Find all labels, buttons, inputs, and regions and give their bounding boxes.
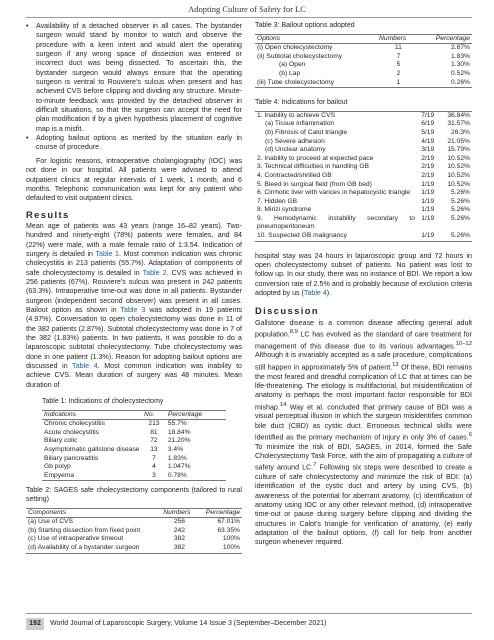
table-row [255, 70, 472, 79]
table-cell: 13 [150, 446, 158, 454]
table-cell: 36.84% [447, 111, 470, 119]
table-caption: Table 1: Indications of cholecystectomy [42, 398, 164, 406]
table-cell: 6. Cirrhotic liver with varices in hepatocystic triangle [257, 189, 411, 197]
table-row [26, 544, 242, 553]
table-link[interactable]: Table 4 [303, 289, 327, 298]
table-cell: 100% [222, 535, 240, 543]
table-cell: 3.4% [167, 446, 184, 454]
table-cell: 1/19 [421, 189, 435, 197]
table-row [255, 206, 472, 215]
bullet-text: Availability of a detached observer in all cases. The bystander surgeon would stand by monitor to watch and observe the procedure with a keen intent and would alert the operating surgeon if any wrong space of dissection was entered or incorrect duct was being dissected. To ascertain this, the bystander surgeon would always ensure that the operating surgeon is ventral to Rouviere’s sulcus when present and has achieved CVS before clipping and dividing any structure. Minute-to-minute feedback was provided by the detached observer in difficult situations, so that the surgeon can accept the need for plan modification if by a given hypothesis placement of cognitive map is a misfit. [36, 22, 242, 133]
table-cell: 26.3% [451, 128, 470, 136]
table-row [42, 429, 226, 438]
table-cell: 1/19 [421, 232, 435, 240]
table-cell: Biliary pancreatitis [44, 454, 99, 462]
table-cell: (iii) Tube cholecystectomy [257, 78, 334, 86]
table-cell: 213 [148, 420, 160, 428]
table-cell: 5/19 [421, 128, 435, 136]
table-cell: 7 [152, 454, 156, 462]
table-cell: (i) Open cholecystectomy [257, 44, 333, 52]
bullet-item [26, 22, 242, 134]
table-cell: 8. Mirizi syndrome [257, 206, 312, 214]
table-2 [26, 487, 242, 553]
table-row [255, 44, 472, 53]
section-heading-discussion: Discussion [255, 305, 320, 317]
table-row [255, 120, 472, 129]
paragraph: For logistic reasons, intraoperative cholangiography (IOC) was not done in our hospital. All patients were advised to attend outpatient clinics at regular intervals of 1 week, 1 month, and 6 months. Telephonic communication was kept for any patient who defaulted to visit outpatient clinics. [26, 156, 242, 203]
results-paragraph: Mean age of patients was 43 years (range 16–82 years). Two-hundred and ninety-eight (78%) patients were females, and 84 (22%) were male, with a male female ratio of 1:3.54. Indication of surgery is detailed in Table 1. Most common indication was chronic cholecystitis in 213 patients (55.7%). Adaptation of components of safe cholecystectomy is detailed in Table 2. CVS was achieved in 256 patients (67%). Rouviere’s sulcus was present in 242 patients (63.3%). Intraoperative time-out was done in all patients. Bystander surgeon (independent second observer) was present in all cases. Bailout option as shown in Table 3 was adopted in 19 patients (4.97%). Conversation to open cholecystectomy was done in 11 of the 382 patients (2.87%). Subtotal cholecystectomy was done in 7 of the 382 (1.83%) patients. In two patients, it was possible to do a laparoscopic subtotal cholecystectomy. Tube cholecystectomy was done in one patient (1.3%). Reason for adopting bailout options are discussed in Table 4. Most common indication was inability to achieve CVS. Mean duration of surgery was 48 minutes. Mean duration of [26, 221, 243, 389]
paragraph: hospital stay was 24 hours in laparoscopic group and 72 hours in open cholecystectomy subset of patients. No patient was lost to follow up. In our study, there was no instance of BDI. We report a low conversion rate of 2.5% and is probably because of exclusion criteria adopted by us (Table 4). [255, 251, 472, 298]
footer-rule [26, 613, 472, 614]
table-cell: 5.26% [451, 197, 470, 205]
table-2-grid [26, 508, 242, 554]
table-cell: 5 [396, 61, 401, 69]
table-row [42, 472, 226, 481]
table-cell: 10.52% [447, 180, 470, 188]
table-row [255, 189, 472, 198]
table-cell: 1.83% [167, 454, 187, 462]
table-header: Indications [44, 410, 76, 418]
bullet-item [26, 134, 242, 153]
table-1 [42, 398, 242, 481]
table-cell: 10.52% [447, 154, 470, 162]
table-row [26, 518, 242, 527]
table-row [255, 198, 472, 207]
table-cell: Gb polyp [44, 463, 71, 471]
table-cell: 11 [394, 44, 402, 52]
table-cell: 1/19 [421, 214, 435, 222]
right-column [255, 22, 472, 548]
table-cell: 1/19 [421, 206, 435, 214]
table-3-grid [255, 34, 472, 89]
table-cell: (a) Open [279, 61, 306, 69]
table-row [26, 527, 242, 536]
table-cell: 242 [173, 526, 185, 534]
table-cell: (b) Fibrosis of Calot triangle [265, 128, 348, 136]
table-header: Percentage [205, 508, 240, 516]
table-cell: 21.20% [167, 437, 191, 445]
table-row [255, 232, 472, 241]
table-cell: 0.78% [167, 471, 187, 479]
table-cell: 7. Hidden GB [257, 197, 298, 205]
table-cell: (a) Tissue inflammation [265, 120, 335, 128]
table-cell: (c) Use of intraoperative timeout [28, 535, 124, 543]
header-rule [26, 17, 472, 18]
table-cell: 0.26% [451, 78, 470, 86]
table-cell: (b) Starting dissection from fixed point [28, 526, 141, 534]
table-cell: 5.26% [451, 206, 470, 214]
table-cell: 10.52% [447, 163, 470, 171]
table-link[interactable]: Table 2 [142, 268, 167, 277]
table-row [255, 79, 472, 88]
table-cell: 7 [396, 52, 401, 60]
table-cell: (d) Availability of a bystander surgeon [28, 543, 140, 551]
table-cell: 2/19 [421, 154, 435, 162]
table-cell: (c) Severe adhesion [265, 137, 325, 145]
table-row [26, 535, 242, 544]
page-number: 192 [26, 618, 44, 630]
table-cell: 72 [150, 437, 158, 445]
table-cell: 0.52% [451, 69, 470, 77]
table-header: Percentage [167, 410, 203, 418]
bullet-icon: • [26, 22, 29, 30]
table-cell: 382 [173, 535, 185, 543]
table-row [42, 437, 226, 446]
table-header: Numbers [379, 34, 407, 42]
table-cell: 100% [222, 543, 240, 551]
table-cell: 3/19 [421, 146, 435, 154]
table-cell: 81 [150, 428, 158, 436]
table-cell: 5.26% [451, 232, 470, 240]
table-cell: Empyema [44, 471, 75, 479]
table-cell: 67.01% [217, 518, 240, 526]
running-header: Adopting Culture of Safety for LC [188, 4, 306, 14]
table-cell: 382 [173, 543, 185, 551]
table-cell: (a) Use of CVS [28, 518, 73, 526]
table-row [255, 53, 472, 62]
table-4 [255, 99, 472, 242]
table-cell: 9. Hemodynamic instability secondary to pneumoperitoneum [257, 214, 415, 231]
table-cell: (b) Lap [279, 69, 301, 77]
table-cell: Chronic cholecystitis [44, 420, 105, 428]
table-row [255, 181, 472, 190]
table-caption: Table 3: Bailout options adopted [255, 22, 355, 29]
table-cell: 5.26% [451, 214, 470, 222]
table-header: Percentage [435, 34, 470, 42]
table-1-grid [42, 410, 226, 482]
table-cell: (ii) Subtotal cholecystectomy [257, 52, 343, 60]
table-row [42, 446, 226, 455]
table-row [255, 172, 472, 181]
table-cell: 1/19 [421, 197, 435, 205]
table-link[interactable]: Table 1 [95, 249, 119, 258]
table-link[interactable]: Table 4 [72, 362, 98, 371]
table-cell: 1.047% [167, 463, 191, 471]
table-cell: 2/19 [421, 163, 435, 171]
table-cell: 10. Suspected GB malignancy [257, 232, 347, 240]
table-cell: 4 [152, 463, 156, 471]
table-cell: Acute cholecystitis [44, 428, 100, 436]
table-cell: 10.52% [447, 171, 470, 179]
table-cell: 18.84% [167, 428, 191, 436]
table-cell: 3. Technical difficulties in handling GB [257, 163, 370, 171]
table-header: Numbers [163, 508, 191, 516]
table-header: No. [144, 410, 155, 418]
bullet-text: Adopting bailout options as merited by the situation early in course of procedure. [36, 134, 242, 152]
table-cell: 5. Bleed in surgical field (from GB bed) [257, 180, 372, 188]
table-cell: (d) Unclear anatomy [265, 146, 326, 154]
table-cell: 7/19 [421, 111, 435, 119]
left-column [26, 22, 242, 554]
table-4-grid [255, 111, 472, 242]
journal-citation: World Journal of Laparoscopic Surgery, Volume 14 Issue 3 (September–December 2021) [50, 620, 327, 627]
table-cell: 1.83% [451, 52, 470, 60]
table-cell: 1. Inability to achieve CVS [257, 111, 336, 119]
table-caption: Table 2: SAGES safe cholecystectomy components (tailored to rural setting) [26, 487, 242, 503]
table-link[interactable]: Table 3 [120, 305, 146, 314]
table-cell: 6/19 [421, 120, 435, 128]
table-row [255, 138, 472, 147]
table-cell: 5.26% [451, 189, 470, 197]
table-cell: 1 [396, 78, 401, 86]
table-cell: 55.7% [167, 420, 187, 428]
table-header: Options [257, 34, 281, 42]
table-cell: Biliary colic [44, 437, 78, 445]
table-row [255, 129, 472, 138]
table-caption: Table 4: Indications for bailout [255, 99, 348, 107]
table-3 [255, 22, 472, 88]
table-cell: 31.57% [447, 120, 470, 128]
table-row [255, 155, 472, 164]
table-cell: 2. Inability to proceed at expected pace [257, 154, 374, 162]
table-cell: 63.35% [217, 526, 240, 534]
table-row [255, 163, 472, 172]
table-row [255, 111, 472, 120]
table-row [255, 215, 472, 232]
table-row [42, 455, 226, 464]
page-footer [26, 618, 472, 632]
table-header: Components [28, 508, 66, 516]
table-cell: 4. Contracted/shrilled GB [257, 171, 332, 179]
table-cell: 1.30% [451, 61, 470, 69]
table-row [42, 420, 226, 429]
table-row [42, 463, 226, 472]
table-cell: 15.79% [447, 146, 470, 154]
section-heading-results: Results [26, 208, 70, 220]
table-row [255, 61, 472, 70]
table-cell: 256 [173, 518, 185, 526]
table-cell: 4/19 [421, 137, 435, 145]
table-cell: 1/19 [421, 180, 435, 188]
table-cell: 2/19 [421, 171, 435, 179]
table-cell: Asymptomatic gallstone disease [44, 446, 140, 454]
table-row [255, 146, 472, 155]
table-cell: 2.87% [451, 44, 470, 52]
table-cell: 21.05% [447, 137, 470, 145]
discussion-paragraph: Gallstone disease is a common disease affecting general adult population.$^{8,9}$ LC has evolved as the standard of care treatment for management of this disease due to its various advantages.$^{10-12}$ Although it is invariably accepted as a safe procedure, complications still happen in approximately 5% of patient.$^{13}$ Of these, BDI remains the most feared and dreadful complication of LC that at times can be life-threatening. The etiology is multifactorial, but misidentification of anatomy is perhaps the most important factor responsible for BDI mishap.$^{14}$ Way et al. concluded that primary cause of BDI was a visual perceptual illusion in which the surgeon misidentifies common bile duct (CBD) as cystic duct. Erroneous technical skills were identified as the primary mechanism of injury in only 3% of cases.$^6$ To minimize the risk of BDI, SAGES, in 2014, formed the Safe Cholecystectomy Task Force, with the aim of propagating a culture of safety around LC.$^7$ Following six steps were described to create a culture of safe cholecystectomy and minimize the risk of BDI: (a) identification of the cystic duct and artery by using CVS, (b) awareness of the potential for aberrant anatomy, (c) identification of anatomy using IOC or any other relevant method, (d) intraoperative time-out or pause during surgery before clipping and dividing the structures in Calot’s triangle for verification of anatomy, (e) early adaptation of the bailout options, (f) call for help from another surgeon whenever required. [255, 318, 472, 547]
table-cell: 3 [152, 471, 156, 479]
bullet-icon: • [26, 134, 29, 143]
table-cell: 2 [396, 69, 401, 77]
